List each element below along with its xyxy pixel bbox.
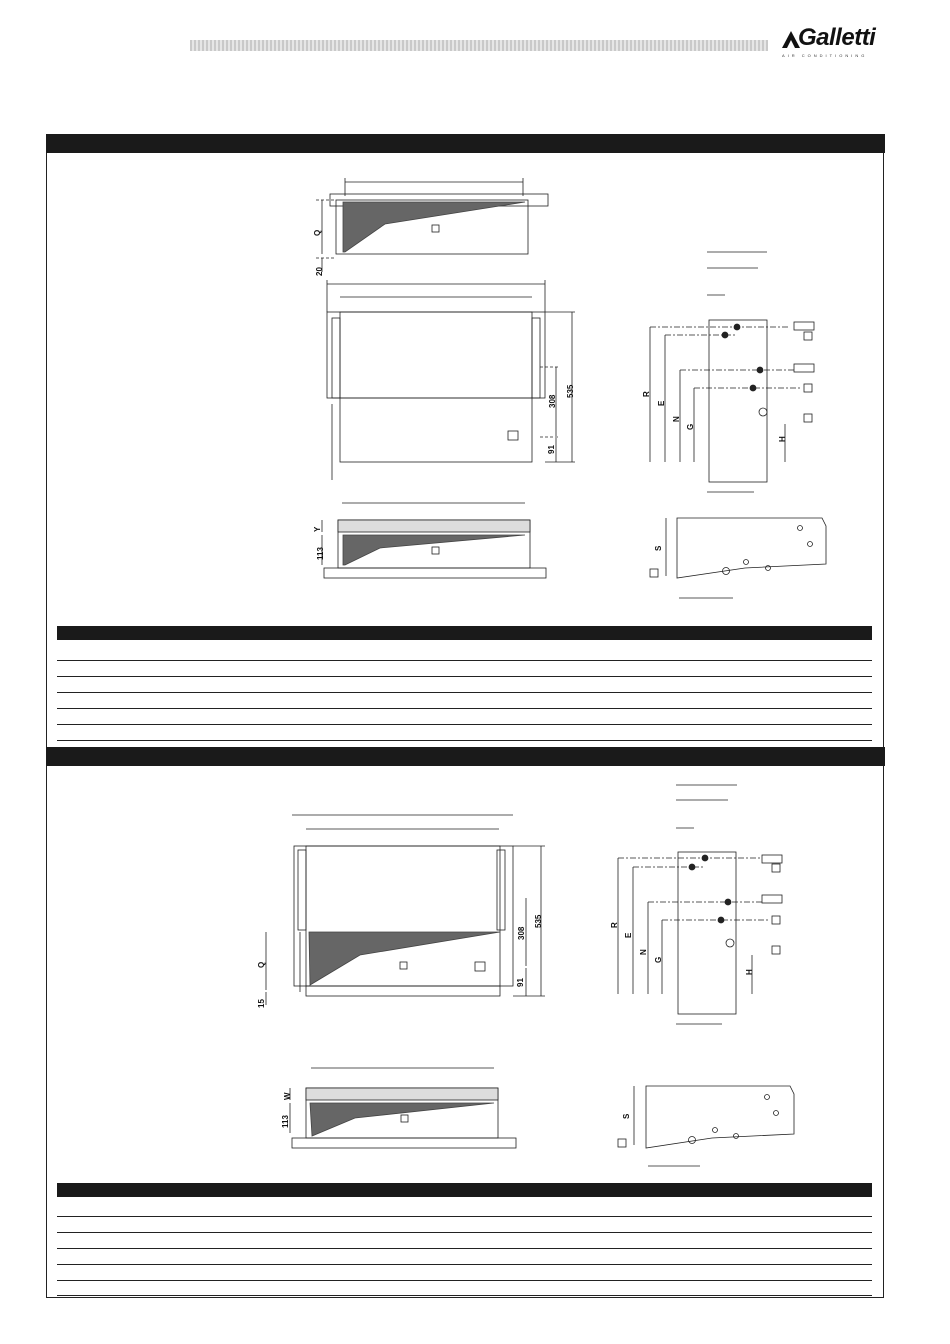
- s2-dim-r: R: [610, 922, 619, 928]
- s1-dim-91: 91: [547, 445, 556, 454]
- s2-dim-h: H: [745, 969, 754, 975]
- s1-dim-s: S: [654, 545, 663, 551]
- s2-dim-s: S: [622, 1113, 631, 1119]
- s1-dim-n: N: [672, 416, 681, 422]
- s2-dim-91: 91: [516, 978, 525, 987]
- brand-name: Galletti: [798, 24, 876, 51]
- s1-dim-q: Q: [313, 229, 322, 236]
- s2-dim-308: 308: [517, 926, 526, 940]
- s2-dim-e: E: [624, 932, 633, 938]
- s1-side-view: [642, 252, 814, 492]
- s1-dim-113: 113: [316, 547, 325, 560]
- s1-dim-g: G: [686, 423, 695, 430]
- s2-front-view: [257, 815, 545, 1008]
- s2-bottom-view: [281, 1068, 516, 1148]
- s1-top-view: [313, 178, 548, 276]
- s1-front-view: [327, 280, 575, 480]
- s1-dim-20: 20: [315, 267, 324, 276]
- s1-bottom-view: [313, 503, 546, 578]
- s1-dim-y: Y: [313, 526, 322, 532]
- s2-dim-g: G: [654, 956, 663, 963]
- brand-tagline: AIR CONDITIONING: [782, 53, 868, 58]
- s2-dim-113: 113: [281, 1115, 290, 1128]
- s1-dim-h: H: [778, 436, 787, 442]
- s1-small-side-view: [650, 518, 826, 598]
- s2-side-view: [610, 785, 782, 1024]
- s2-dim-w: W: [283, 1092, 292, 1100]
- s1-dim-e: E: [657, 400, 666, 406]
- s1-dim-535: 535: [566, 384, 575, 398]
- s2-dim-535: 535: [534, 914, 543, 928]
- s2-small-side-view: [618, 1086, 794, 1166]
- s2-dim-15: 15: [257, 999, 266, 1008]
- s1-dim-308: 308: [548, 394, 557, 408]
- s2-dim-n: N: [639, 949, 648, 955]
- s1-dim-r: R: [642, 391, 651, 397]
- s2-dim-q: Q: [257, 961, 266, 968]
